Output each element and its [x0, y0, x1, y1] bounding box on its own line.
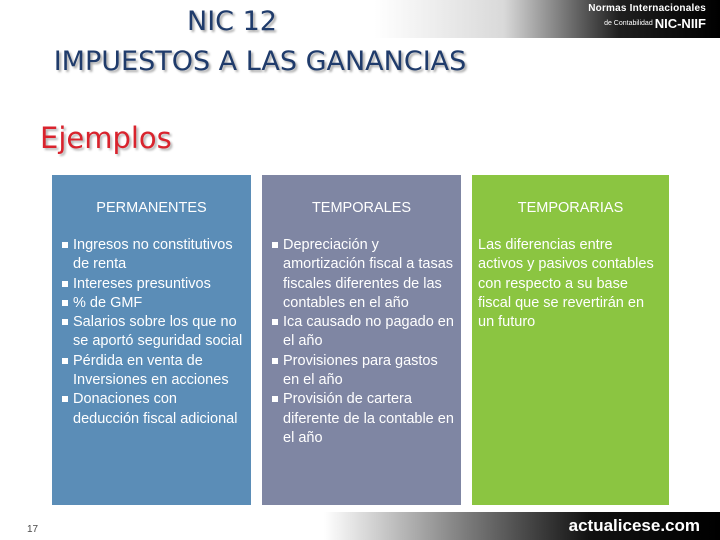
list-item: Pérdida en venta de Inversiones en acciones — [61, 352, 245, 391]
column-permanentes — [52, 175, 251, 505]
list-item: Ingresos no constitutivos de renta — [61, 236, 245, 275]
column-heading: PERMANENTES — [96, 200, 207, 216]
list-item: % de GMF — [61, 294, 245, 313]
list-item: Provisión de cartera diferente de la contable en el año — [271, 390, 455, 448]
list-item: Donaciones con deducción fiscal adicional — [61, 390, 245, 429]
column-temporarias — [472, 175, 669, 505]
list-item: Intereses presuntivos — [61, 275, 245, 294]
column-temporales — [262, 175, 461, 505]
column-body — [61, 236, 245, 429]
slide-title-line-1: NIC 12 — [187, 6, 277, 37]
section-heading: Ejemplos — [40, 121, 172, 155]
footer-brand-logo: actualicese.com — [568, 516, 700, 535]
logo-line-3: NIC-NIIF — [654, 15, 706, 31]
column-paragraph: Las diferencias entre activos y pasivos contables con respecto a su base fiscal que se revertirán en un futuro — [478, 237, 654, 331]
list-item: Salarios sobre los que no se aportó seguridad social — [61, 313, 245, 352]
slide-title-line-2: IMPUESTOS A LAS GANANCIAS — [53, 46, 467, 77]
page-number: 17 — [27, 524, 39, 535]
bullet-list — [61, 236, 245, 429]
list-item: Depreciación y amortización fiscal a tasas fiscales diferentes de las contables en el año — [271, 236, 455, 313]
footer-band — [0, 512, 720, 540]
column-heading: TEMPORARIAS — [517, 200, 624, 216]
nic-niif-logo — [556, 3, 706, 35]
logo-line-1: Normas Internacionales — [588, 3, 706, 14]
list-item: Ica causado no pagado en el año — [271, 313, 455, 352]
column-heading: TEMPORALES — [311, 200, 412, 216]
column-body — [271, 236, 455, 448]
list-item: Provisiones para gastos en el año — [271, 352, 455, 391]
logo-line-2: de Contabilidad — [604, 19, 653, 27]
bullet-list — [271, 236, 455, 448]
